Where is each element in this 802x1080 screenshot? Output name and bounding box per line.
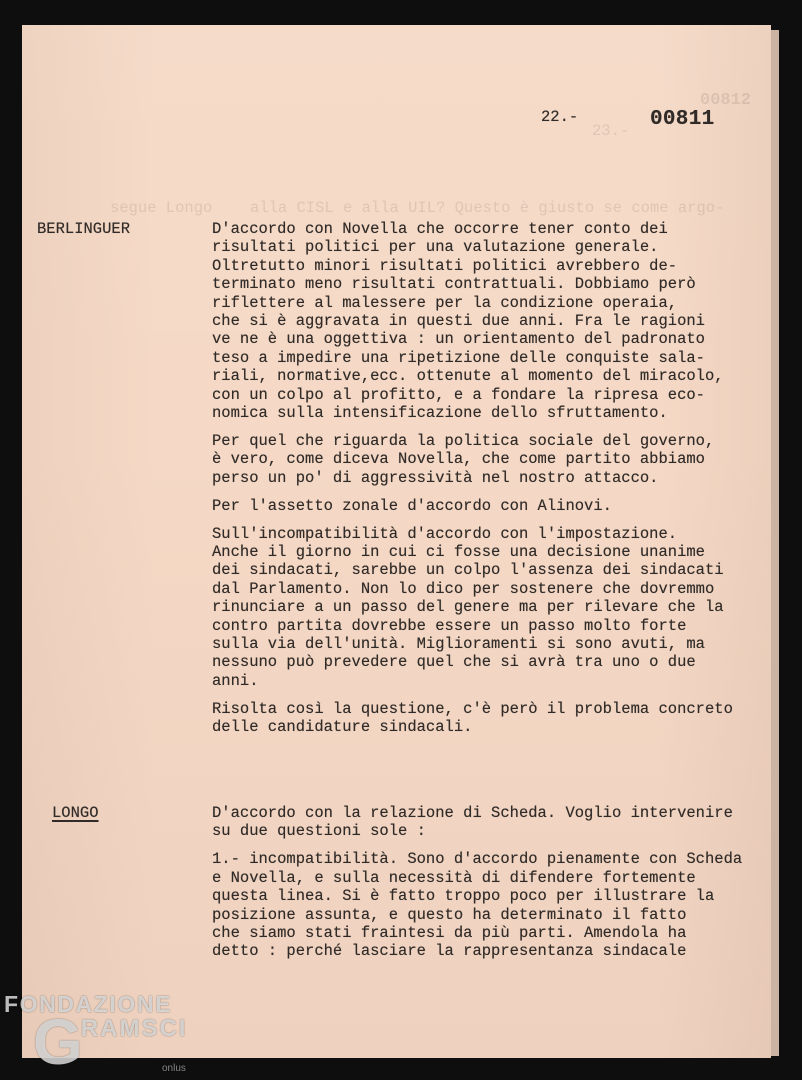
text-line: dal Parlamento. Non lo dico per sostenere che dovremmo — [212, 579, 715, 598]
text-line: Per l'assetto zonale d'accordo con Alinovi. — [212, 496, 612, 515]
archive-number: 00811 — [650, 108, 715, 131]
text-line: terminato meno risultati contrattuali. Dobbiamo però — [212, 275, 696, 294]
paragraph — [212, 432, 733, 487]
text-line: detto : perché lasciare la rappresentanza sindacale — [212, 942, 687, 961]
text-line: D'accordo con la relazione di Scheda. Voglio intervenire — [212, 804, 733, 822]
text-line: Sull'incompatibilità d'accordo con l'impostazione. — [212, 524, 678, 543]
paragraph — [212, 850, 742, 960]
bleed-continuation-note: segue Longo — [110, 199, 213, 217]
text-line: ve ne è una oggettiva : un orientamento del padronato — [212, 330, 705, 349]
bleed-archive-number: 00812 — [700, 91, 752, 110]
text-line: è vero, come diceva Novella, che come partito abbiamo — [212, 450, 705, 469]
text-line: Oltretutto minori risultati politici avrebbero de- — [212, 256, 678, 275]
text-line: che siamo stati fraintesi da più parti. Amendola ha — [212, 923, 687, 942]
text-line: anni. — [212, 671, 259, 690]
text-line: Risolta così la questione, c'è però il problema concreto — [212, 699, 733, 718]
text-line: teso a impedire una ripetizione delle conquiste sala- — [212, 348, 705, 367]
text-line: nomica sulla intensificazione dello sfruttamento. — [212, 404, 668, 423]
text-line: rinunciare a un passo del genere ma per rilevare che la — [212, 598, 724, 617]
text-line: D'accordo con Novella che occorre tener conto dei — [212, 220, 668, 238]
paragraph — [212, 804, 742, 841]
text-line: sulla via dell'unità. Miglioramenti si sono avuti, ma — [212, 635, 705, 654]
text-line: questa linea. Si è fatto troppo poco per illustrare la — [212, 887, 715, 906]
paragraph — [212, 525, 733, 691]
text-line: dei sindacati, sarebbe un colpo l'assenza dei sindacati — [212, 561, 724, 580]
page-number: 22.- — [541, 108, 579, 126]
watermark-logo-line1: FONDAZIONE — [4, 991, 173, 1017]
text-line: 1.- incompatibilità. Sono d'accordo pienamente con Scheda — [212, 850, 743, 869]
text-line: Per quel che riguarda la politica sociale del governo, — [212, 431, 715, 450]
text-line: riali, normative,ecc. ottenute al momento del miracolo, — [212, 367, 724, 386]
speaker-label-longo: LONGO — [52, 804, 99, 822]
speech-body-longo — [212, 804, 742, 961]
text-line: posizione assunta, e questo ha determinato il fatto — [212, 905, 687, 924]
text-line: risultati politici per una valutazione generale. — [212, 238, 659, 257]
bleed-text-line: alla CISL e alla UIL? Questo è giusto se come argo- — [250, 199, 725, 217]
text-line: con un colpo al profitto, e a fondare la ripresa eco- — [212, 385, 705, 404]
text-line: Anche il giorno in cui ci fosse una decisione unanime — [212, 543, 705, 561]
text-line: che si è aggravata in questi due anni. Fra le ragioni — [212, 312, 705, 331]
bleed-page-number: 23.- — [592, 122, 630, 140]
paragraph — [212, 220, 733, 422]
speaker-label-berlinguer: BERLINGUER — [37, 220, 131, 238]
text-line: e Novella, e sulla necessità di difendere fortemente — [212, 868, 696, 887]
text-line: delle candidature sindacali. — [212, 718, 473, 737]
text-line: contro partita dovrebbe essere un passo molto forte — [212, 616, 687, 635]
watermark-logo-suffix: onlus — [162, 1063, 186, 1074]
speech-body-berlinguer — [212, 220, 733, 737]
paragraph — [212, 700, 733, 737]
text-line: riflettere al malessere per la condizione operaia, — [212, 293, 678, 312]
text-line: nessuno può prevedere quel che si avrà tra uno o due — [212, 653, 696, 672]
text-line: su due questioni sole : — [212, 822, 426, 841]
watermark-logo-line2: GRAMSCI — [33, 1006, 188, 1078]
text-line: perso un po' di aggressività nel nostro attacco. — [212, 468, 659, 487]
paragraph — [212, 497, 733, 515]
